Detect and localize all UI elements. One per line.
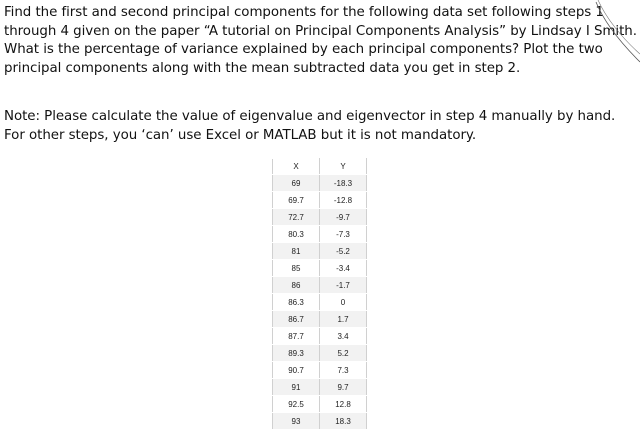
note-text: Note: Please calculate the value of eigenvalue and eigenvector in step 4 manually by hand. For other steps, you ‘can’ use Excel or MATLAB but it is not mandatory. [4,109,616,143]
table-row [273,379,367,396]
table-row [273,209,367,226]
cell-y: 5.2 [320,345,367,362]
table-row [273,277,367,294]
cell-x: 86.7 [273,311,320,328]
cell-x: 69.7 [273,192,320,209]
cell-y: 9.7 [320,379,367,396]
data-table [272,158,367,430]
table-row [273,413,367,430]
cell-x: 86 [273,277,320,294]
cell-x: 89.3 [273,345,320,362]
cell-x: 86.3 [273,294,320,311]
table-row [273,396,367,413]
cell-x: 81 [273,243,320,260]
cell-y: -9.7 [320,209,367,226]
cell-y: 0 [320,294,367,311]
cell-x: 92.5 [273,396,320,413]
cell-x: 93 [273,413,320,430]
table-header-row [273,159,367,175]
table-row [273,362,367,379]
table-row [273,294,367,311]
cell-x: 85 [273,260,320,277]
cell-x: 69 [273,175,320,192]
table-row [273,226,367,243]
cell-x: 90.7 [273,362,320,379]
cell-x: 87.7 [273,328,320,345]
cell-y: -12.8 [320,192,367,209]
table-row [273,260,367,277]
table-row [273,311,367,328]
cell-x: 80.3 [273,226,320,243]
cell-y: -18.3 [320,175,367,192]
column-header-x: X [273,159,320,175]
cell-x: 91 [273,379,320,396]
cell-y: -1.7 [320,277,367,294]
cell-y: -5.2 [320,243,367,260]
cell-x: 72.7 [273,209,320,226]
table-row [273,192,367,209]
cell-y: 1.7 [320,311,367,328]
table-row [273,345,367,362]
cell-y: -7.3 [320,226,367,243]
cell-y: -3.4 [320,260,367,277]
column-header-y: Y [320,159,367,175]
cell-y: 3.4 [320,328,367,345]
table-row [273,243,367,260]
cell-y: 18.3 [320,413,367,430]
table-row [273,175,367,192]
table-row [273,328,367,345]
cell-y: 12.8 [320,396,367,413]
cell-y: 7.3 [320,362,367,379]
question-text: Find the first and second principal components for the following data set following steps 1 through 4 given on the paper “A tutorial on Principal Components Analysis” by Lindsay I Smith. What is the percentage of variance explained by each principal components? Plot the two principal components along with the mean subtracted data you get in step 2. [4,5,637,76]
